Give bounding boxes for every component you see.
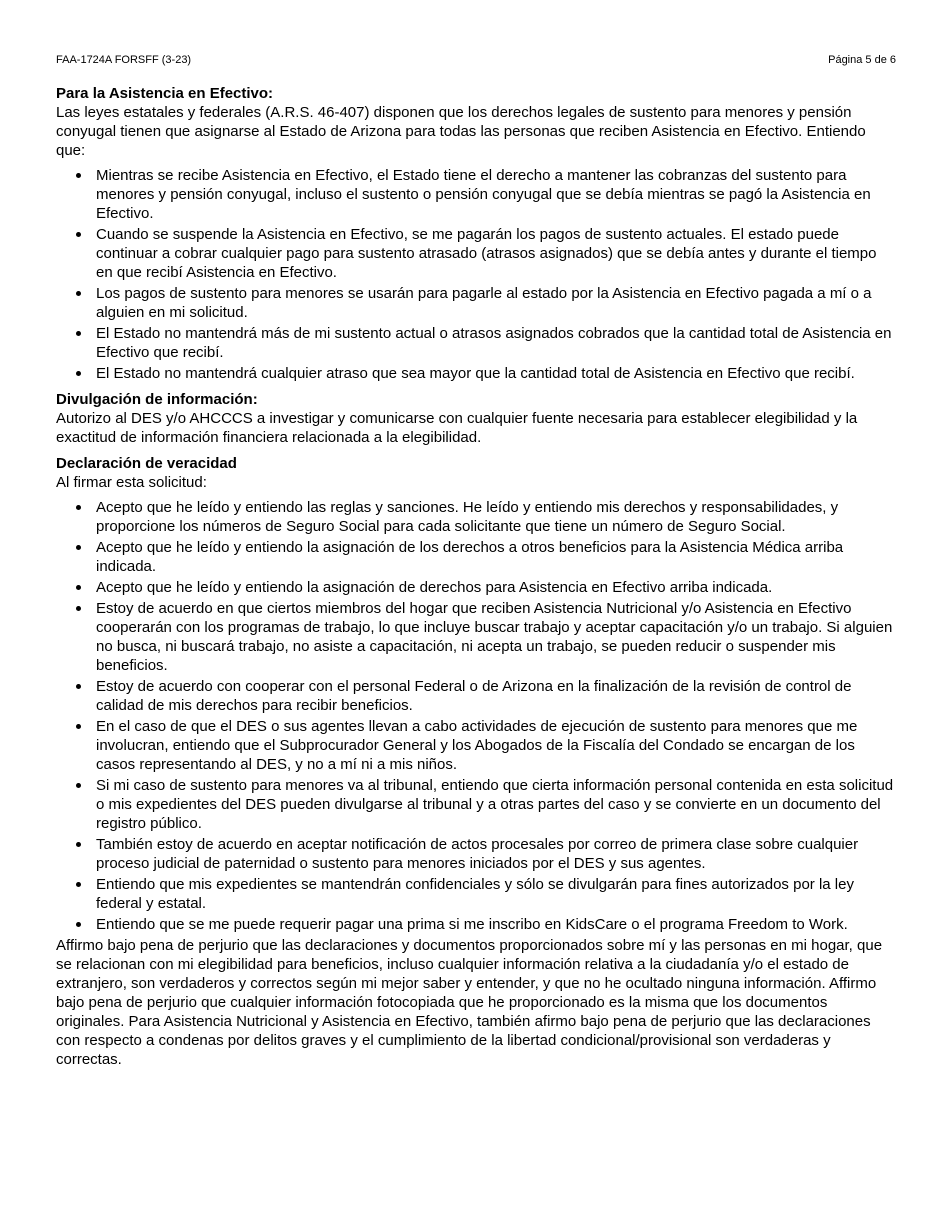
disclosure-section bbox=[56, 390, 896, 447]
document-body bbox=[56, 84, 896, 1069]
list-item: Entiendo que mis expedientes se mantendrán confidenciales y sólo se divulgarán para fines autorizados por la ley federal y estatal. bbox=[96, 875, 896, 913]
truth-declaration-section bbox=[56, 454, 896, 1069]
cash-assistance-heading: Para la Asistencia en Efectivo: bbox=[56, 85, 274, 102]
form-id: FAA-1724A FORSFF (3-23) bbox=[56, 54, 192, 66]
list-item: El Estado no mantendrá más de mi sustento actual o atrasos asignados cobrados que la cantidad total de Asistencia en Efectivo que recibí. bbox=[96, 324, 896, 362]
list-item: Mientras se recibe Asistencia en Efectivo, el Estado tiene el derecho a mantener las cobranzas del sustento para menores y pensión conyugal, incluso el sustento o pensión conyugal que se debía mientras se pagó la Asistencia en Efectivo. bbox=[96, 166, 896, 223]
truth-declaration-list bbox=[56, 498, 896, 934]
page-header bbox=[56, 53, 896, 67]
list-item: Acepto que he leído y entiendo las reglas y sanciones. He leído y entiendo mis derechos y responsabilidades, y proporcione los números de Seguro Social para cada solicitante que tiene un número de Seguro Social. bbox=[96, 498, 896, 536]
list-item: También estoy de acuerdo en aceptar notificación de actos procesales por correo de primera clase sobre cualquier proceso judicial de paternidad o sustento para menores iniciados por el DES y sus agentes. bbox=[96, 835, 896, 873]
cash-assistance-section bbox=[56, 84, 896, 383]
list-item: Estoy de acuerdo con cooperar con el personal Federal o de Arizona en la finalización de la revisión de control de calidad de mis derechos para recibir beneficios. bbox=[96, 677, 896, 715]
page-number: Página 5 de 6 bbox=[828, 54, 896, 66]
disclosure-text: Autorizo al DES y/o AHCCCS a investigar y comunicarse con cualquier fuente necesaria para establecer elegibilidad y la exactitud de información financiera relacionada a la elegibilidad. bbox=[56, 410, 858, 446]
list-item: Acepto que he leído y entiendo la asignación de derechos para Asistencia en Efectivo arriba indicada. bbox=[96, 578, 896, 597]
cash-assistance-intro: Las leyes estatales y federales (A.R.S. 46-407) disponen que los derechos legales de sustento para menores y pensión conyugal tienen que asignarse al Estado de Arizona para todas las personas que reciben Asistencia en Efectivo. Entiendo que: bbox=[56, 104, 866, 159]
truth-declaration-heading: Declaración de veracidad bbox=[56, 455, 237, 472]
list-item: Los pagos de sustento para menores se usarán para pagarle al estado por la Asistencia en Efectivo pagada a mí o a alguien en mi solicitud. bbox=[96, 284, 896, 322]
truth-declaration-intro: Al firmar esta solicitud: bbox=[56, 474, 207, 491]
list-item: Estoy de acuerdo en que ciertos miembros del hogar que reciben Asistencia Nutricional y/o Asistencia en Efectivo cooperarán con los programas de trabajo, lo que incluye buscar trabajo y aceptar capacitación y/o un trabajo. Si alguien no busca, ni buscará trabajo, no asiste a capacitación, ni acepta un trabajo, se pueden reducir o suspender mis beneficios. bbox=[96, 599, 896, 675]
list-item: Si mi caso de sustento para menores va al tribunal, entiendo que cierta información personal contenida en esta solicitud o mis expedientes del DES pueden divulgarse al tribunal y a otras partes del caso y se convierte en un documento del registro público. bbox=[96, 776, 896, 833]
list-item: En el caso de que el DES o sus agentes llevan a cabo actividades de ejecución de sustento para menores que me involucran, entiendo que el Subprocurador General y los Abogados de la Fiscalía del Condado se encargan de los casos representando al DES, y no a mí ni a mis niños. bbox=[96, 717, 896, 774]
list-item: Entiendo que se me puede requerir pagar una prima si me inscribo en KidsCare o el programa Freedom to Work. bbox=[96, 915, 896, 934]
perjury-affirmation: Affirmo bajo pena de perjurio que las declaraciones y documentos proporcionados sobre mí y las personas en mi hogar, que se relacionan con mi elegibilidad para beneficios, incluso cualquier información relativa a la ciudadanía y/o el estado de extranjero, son verdaderos y correctos según mi mejor saber y entender, y que no he ocultado ninguna información. Affirmo bajo pena de perjurio que cualquier información fotocopiada que he proporcionado es la misma que los documentos originales. Para Asistencia Nutricional y Asistencia en Efectivo, también afirmo bajo pena de perjurio que las declaraciones con respecto a condenas por delitos graves y el cumplimiento de la libertad condicional/provisional son verdaderas y correctas. bbox=[56, 937, 883, 1068]
list-item: Cuando se suspende la Asistencia en Efectivo, se me pagarán los pagos de sustento actuales. El estado puede continuar a cobrar cualquier pago para sustento atrasado (atrasos asignados) que se debía antes y durante el tiempo en que recibí Asistencia en Efectivo. bbox=[96, 225, 896, 282]
list-item: El Estado no mantendrá cualquier atraso que sea mayor que la cantidad total de Asistencia en Efectivo que recibí. bbox=[96, 364, 896, 383]
disclosure-heading: Divulgación de información: bbox=[56, 391, 258, 408]
list-item: Acepto que he leído y entiendo la asignación de los derechos a otros beneficios para la Asistencia Médica arriba indicada. bbox=[96, 538, 896, 576]
cash-assistance-list bbox=[56, 166, 896, 383]
